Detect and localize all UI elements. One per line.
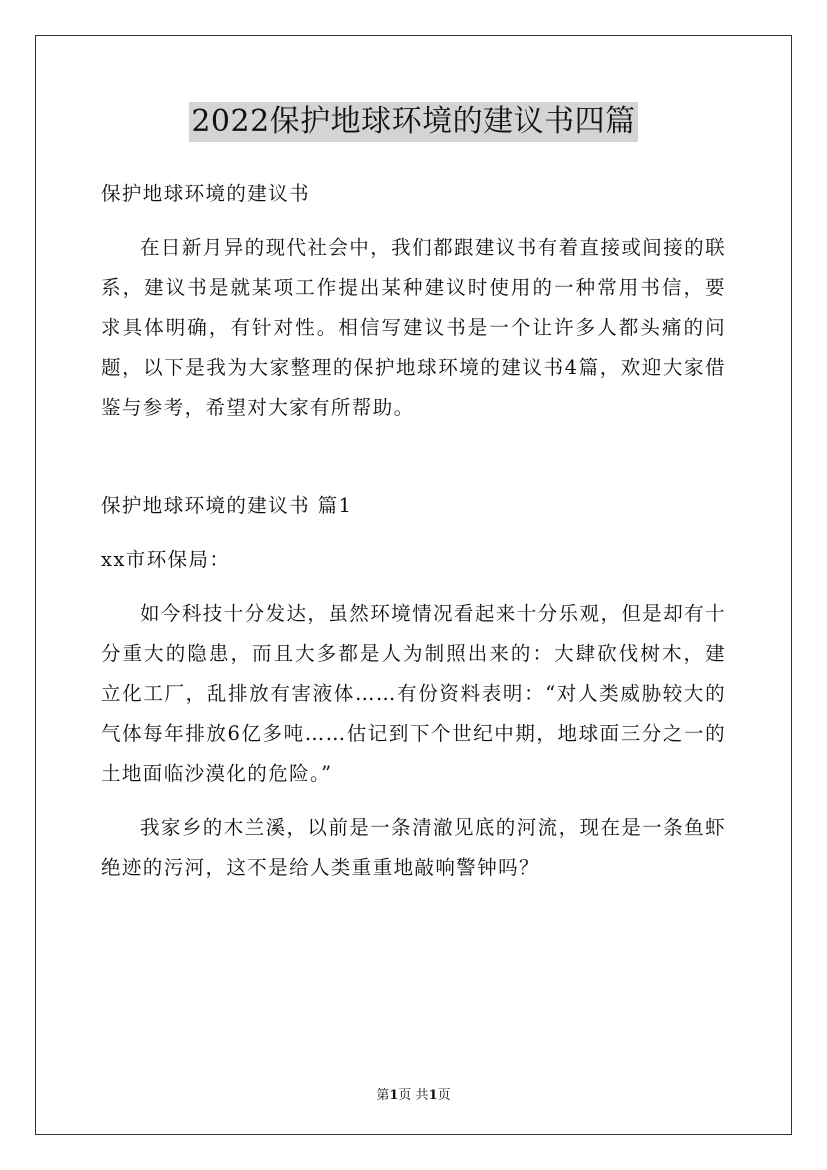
body-paragraph: 如今科技十分发达，虽然环境情况看起来十分乐观，但是却有十分重大的隐患，而且大多都是人为制照出来的：大肆砍伐树木，建立化工厂，乱排放有害液体……有份资料表明：“对人类威胁较大的气体每年排放6亿多吨……估记到下个世纪中期，地球面三分之一的土地面临沙漠化的危险。” — [101, 602, 726, 785]
salutation: xx市环保局： — [101, 548, 231, 571]
intro-paragraph: 在日新月异的现代社会中，我们都跟建议书有着直接或间接的联系，建议书是就某项工作提出某种建议时使用的一种常用书信，要求具体明确，有针对性。相信写建议书是一个让许多人都头痛的问题，以下是我为大家整理的保护地球环境的建议书4篇，欢迎大家借鉴与参考，希望对大家有所帮助。 — [101, 236, 726, 419]
page-footer — [0, 1084, 827, 1103]
footer-current-page: 1 — [389, 1088, 399, 1103]
footer-suffix: 页 — [437, 1088, 451, 1103]
document-body — [101, 174, 726, 888]
body-paragraph: 我家乡的木兰溪，以前是一条清澈见底的河流，现在是一条鱼虾绝迹的污河，这不是给人类重重地敲响警钟吗？ — [101, 816, 726, 879]
section-heading: 保护地球环境的建议书 — [101, 182, 311, 205]
footer-prefix: 第 — [376, 1088, 390, 1103]
section-heading-part-1: 保护地球环境的建议书 篇1 — [101, 494, 353, 517]
document-title: 2022保护地球环境的建议书四篇 — [189, 102, 637, 142]
footer-total-pages: 1 — [428, 1088, 438, 1103]
section-spacer — [101, 428, 726, 492]
footer-mid: 页 共 — [398, 1088, 429, 1103]
title-container — [0, 102, 827, 142]
